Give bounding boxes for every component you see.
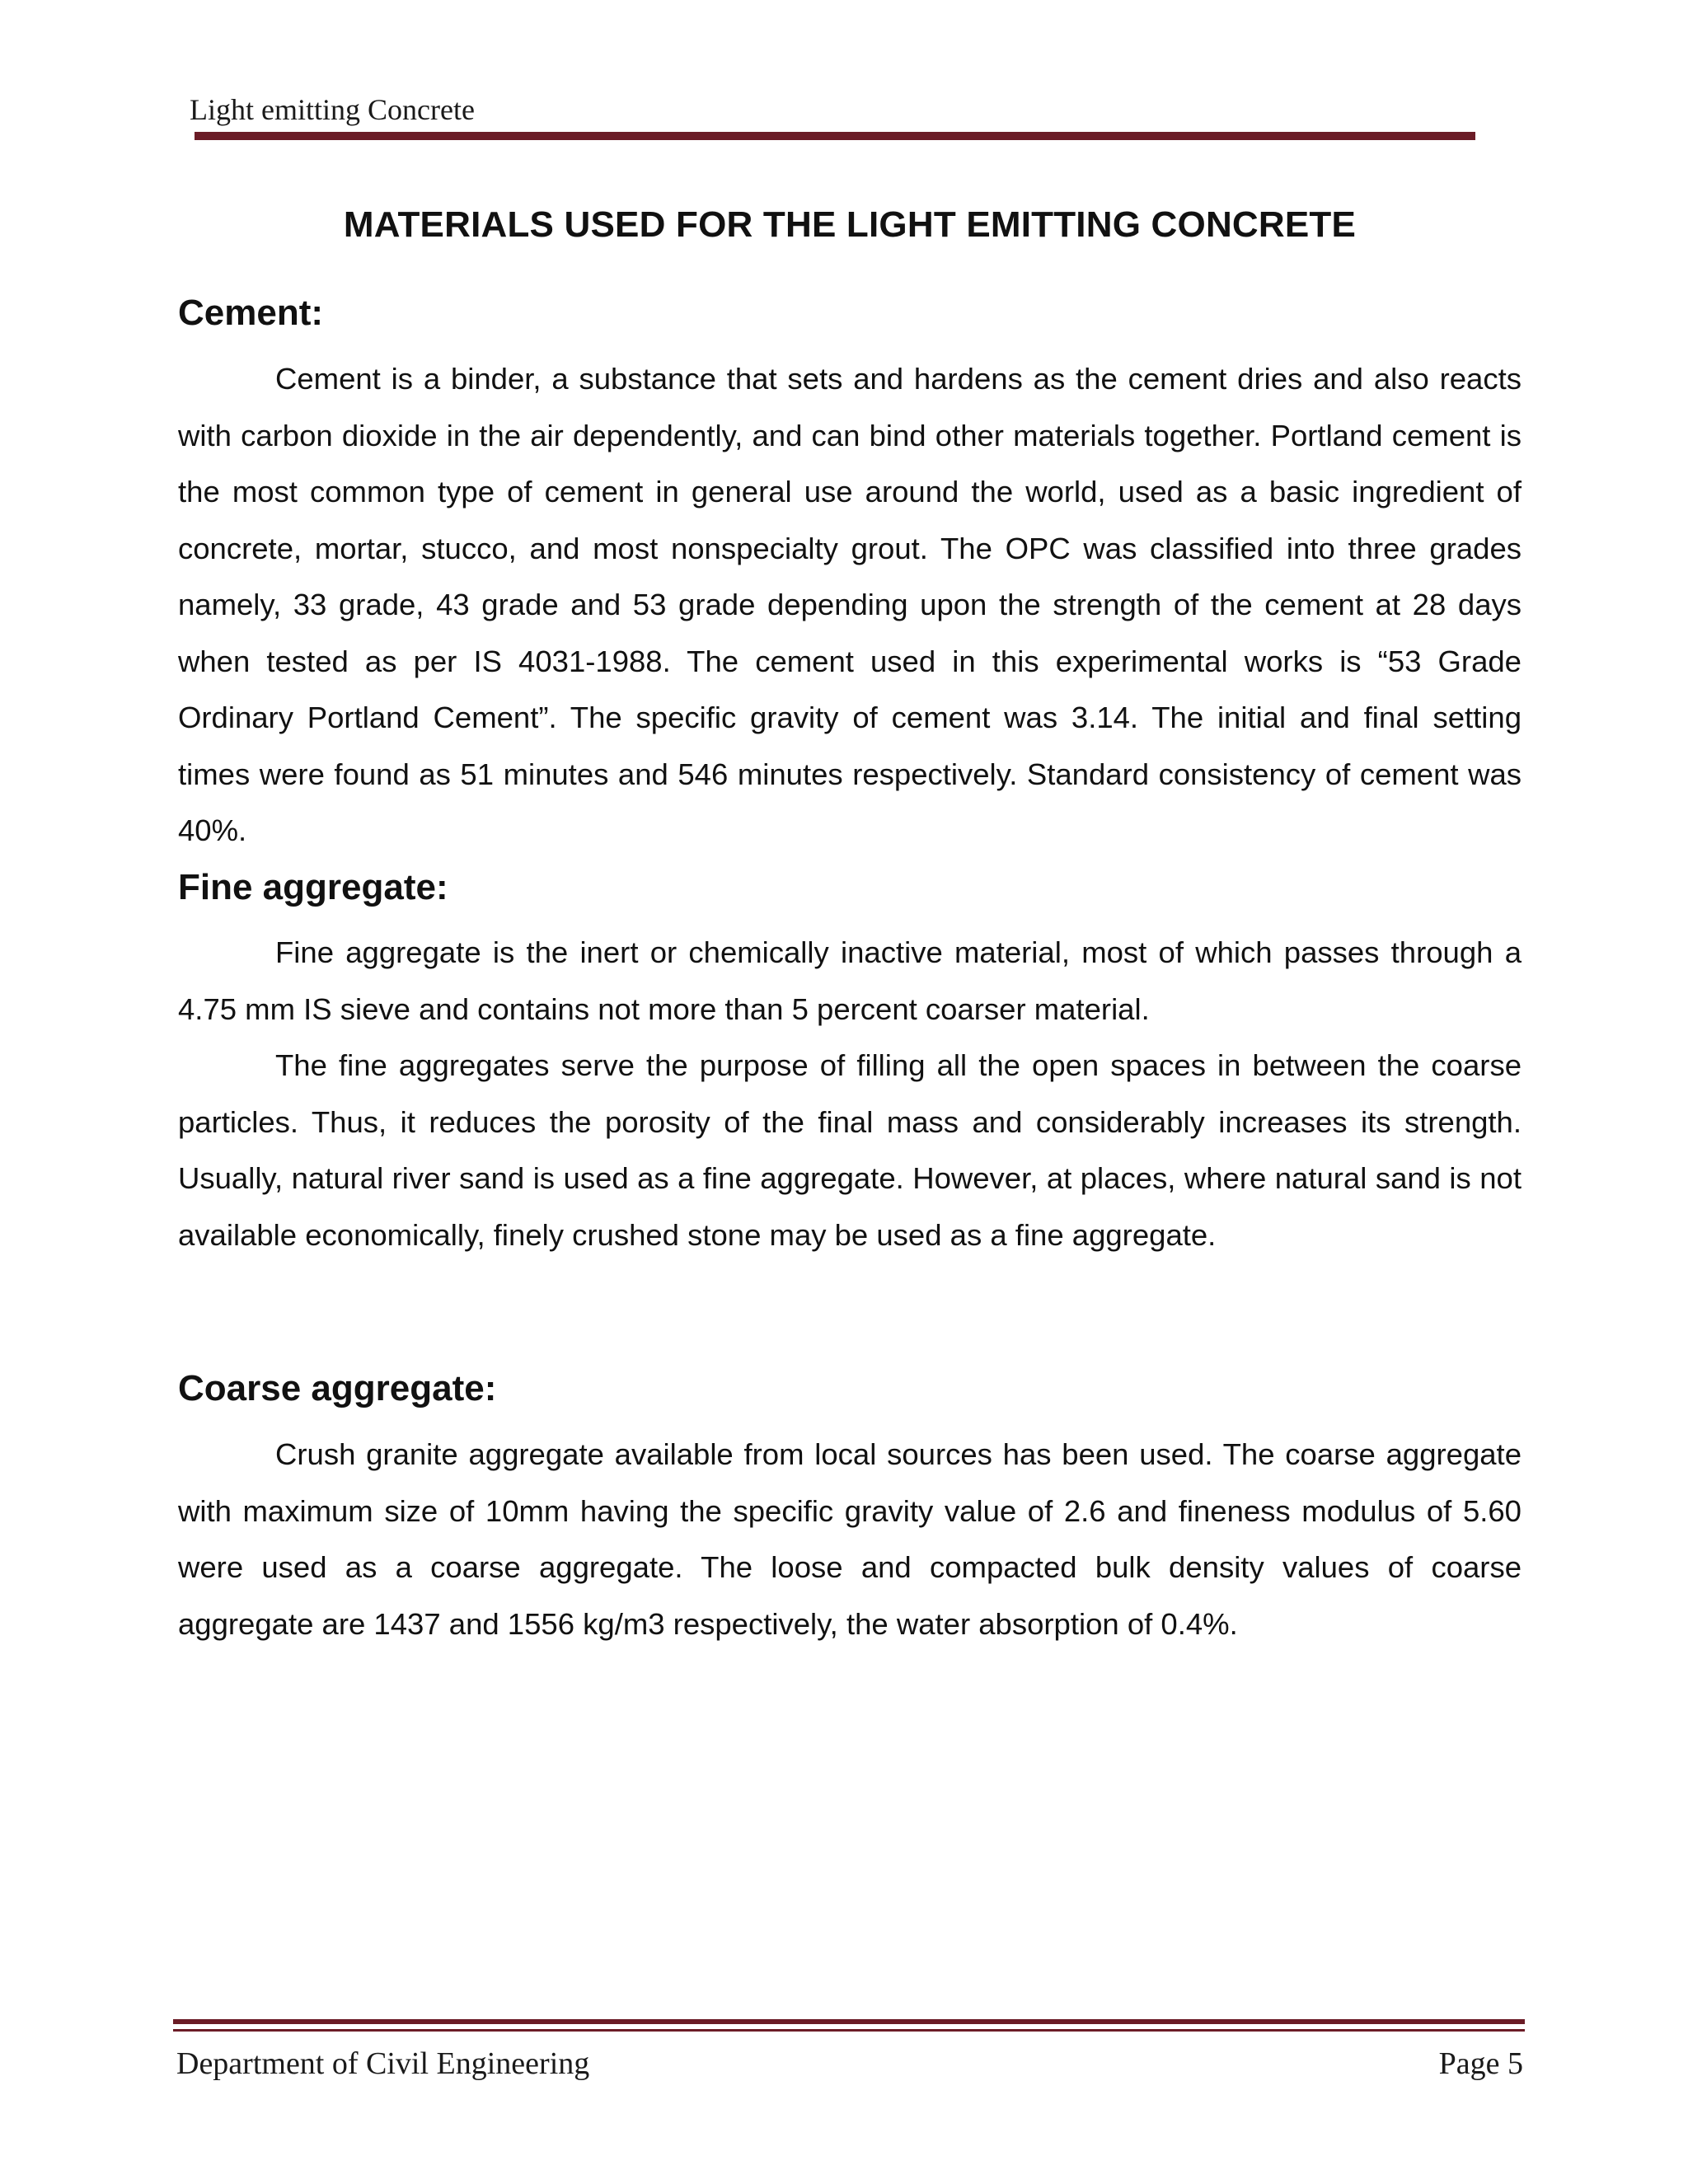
document-title: MATERIALS USED FOR THE LIGHT EMITTING CONCRETE — [343, 204, 1357, 245]
running-title: Light emitting Concrete — [190, 93, 475, 126]
paragraph-fine-aggregate-2: The fine aggregates serve the purpose of filling all the open spaces in between the coarse particles. Thus, it reduces the porosity of the final mass and considerably increases its strength. Usually, natural river sand is used as a fine aggregate. However, at places, where natural sand is not available economically, finely crushed stone may be used as a fine aggregate. — [178, 1048, 1522, 1252]
footer-rule-thick — [173, 2019, 1525, 2024]
section-heading-coarse-aggregate: Coarse aggregate: — [178, 1368, 497, 1408]
header-rule — [195, 132, 1475, 140]
footer-page-number: Page 5 — [1438, 2046, 1523, 2081]
section-heading-cement: Cement: — [178, 293, 324, 333]
footer-rule-thin — [173, 2029, 1525, 2032]
section-heading-fine-aggregate: Fine aggregate: — [178, 867, 448, 907]
paragraph-fine-aggregate-1: Fine aggregate is the inert or chemically inactive material, most of which passes through a 4.75 mm IS sieve and contains not more than 5 percent coarser material. — [178, 935, 1522, 1026]
footer-department: Department of Civil Engineering — [176, 2046, 590, 2081]
paragraph-coarse-aggregate: Crush granite aggregate available from local sources has been used. The coarse aggregate with maximum size of 10mm having the specific gravity value of 2.6 and fineness modulus of 5.60 were used as a coarse aggregate. The loose and compacted bulk density values of coarse aggregate are 1437 and 1556 kg/m3 respectively, the water absorption of 0.4%. — [178, 1437, 1522, 1641]
paragraph-cement: Cement is a binder, a substance that sets and hardens as the cement dries and also reacts with carbon dioxide in the air dependently, and can bind other materials together. Portland cement is the most common type of cement in general use around the world, used as a basic ingredient of concrete, mortar, stucco, and most nonspecialty grout. The OPC was classified into three grades namely, 33 grade, 43 grade and 53 grade depending upon the strength of the cement at 28 days when tested as per IS 4031-1988. The cement used in this experimental works is “53 Grade Ordinary Portland Cement”. The specific gravity of cement was 3.14. The initial and final setting times were found as 51 minutes and 546 minutes respectively. Standard consistency of cement was 40%. — [178, 362, 1522, 847]
